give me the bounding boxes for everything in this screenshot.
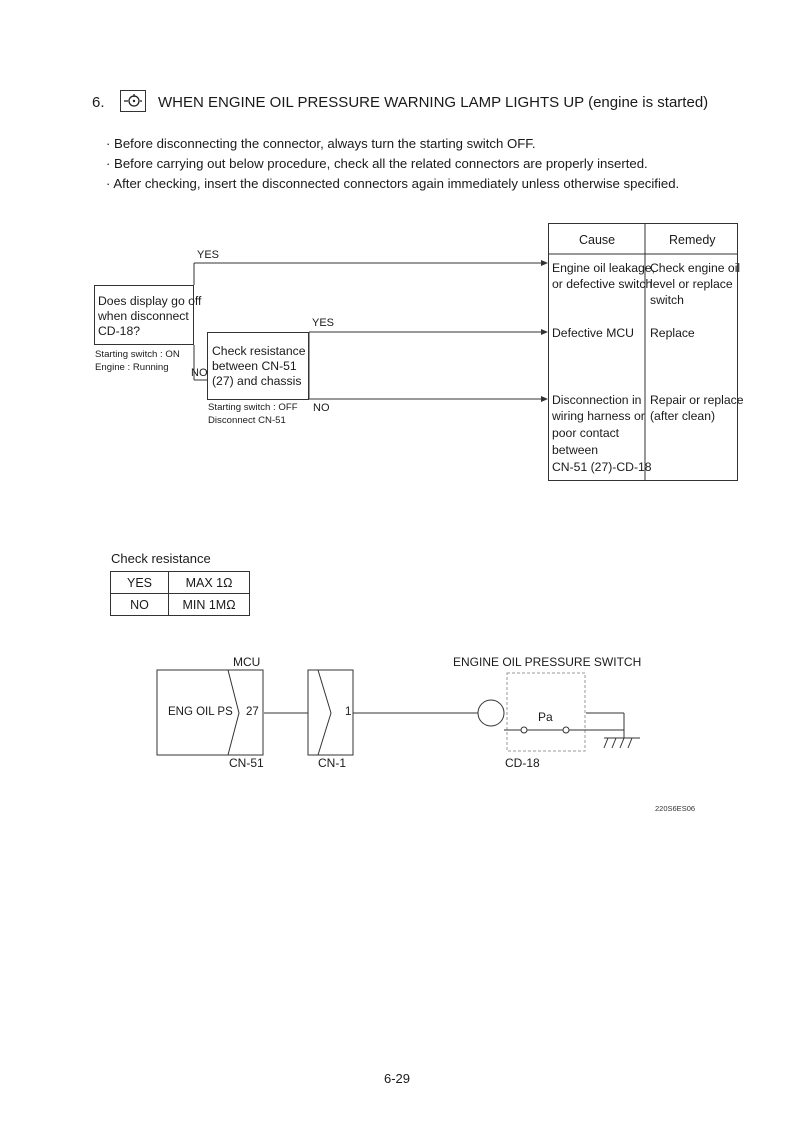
question-1-box (94, 285, 202, 345)
resistance-title: Check resistance (111, 551, 211, 566)
table-row (111, 594, 250, 616)
section-title (158, 94, 708, 111)
question-2-line: between CN-51 (212, 359, 297, 373)
no-label: NO (191, 367, 208, 379)
question-1-line: Does display go off (98, 294, 202, 308)
page-number: 6-29 (383, 1071, 411, 1086)
title-text: WHEN ENGINE OIL PRESSURE WARNING LAMP LIGHTS UP (158, 94, 584, 111)
table-row (111, 572, 250, 594)
remedy-header: Remedy (669, 233, 716, 247)
result-cell: YES (111, 572, 169, 594)
result-cell: NO (111, 594, 169, 616)
yes-label: YES (197, 249, 220, 261)
question-1-condition: Engine : Running (95, 362, 169, 373)
yes-label: YES (312, 317, 335, 329)
precaution-item: · Before carrying out below procedure, check all the related connectors are properly inserted. (106, 156, 648, 171)
cause-remedy-table (548, 223, 744, 481)
precaution-list (106, 134, 679, 194)
cause-cell: wiring harness or (552, 409, 645, 423)
remedy-cell: switch (650, 293, 684, 307)
precaution-item: · Before disconnecting the connector, always turn the starting switch OFF. (106, 136, 536, 151)
cause-cell: poor contact (552, 426, 620, 440)
cn1-label: CN-1 (318, 756, 347, 770)
eng-oil-ps-label: ENG OIL PS (168, 706, 233, 718)
cause-cell: between (552, 443, 599, 457)
question-2-line: (27) and chassis (212, 374, 302, 388)
section-number: 6. (92, 94, 105, 111)
cause-header: Cause (579, 233, 616, 247)
question-1-condition: Starting switch : ON (95, 349, 180, 360)
title-note: (engine is started) (588, 94, 709, 111)
cause-cell: Defective MCU (552, 326, 634, 340)
cause-cell: or defective switch (552, 277, 653, 291)
value-cell: MIN 1MΩ (169, 594, 250, 616)
cd18-label: CD-18 (505, 756, 540, 770)
pin-1-label: 1 (345, 706, 352, 718)
question-1-line: when disconnect (98, 309, 189, 323)
cause-cell: Engine oil leakage, (552, 261, 655, 275)
precaution-item: · After checking, insert the disconnected connectors again immediately unless otherwise specified. (106, 176, 680, 191)
oil-pressure-warning-icon (120, 90, 146, 112)
remedy-cell: level or replace (650, 277, 733, 291)
question-1-line: CD-18? (98, 324, 140, 338)
mcu-label: MCU (233, 655, 261, 669)
value-cell: MAX 1Ω (169, 572, 250, 594)
no-label: NO (313, 402, 330, 414)
figure-code: 220S6ES06 (655, 804, 696, 813)
pa-label: Pa (538, 710, 553, 724)
question-2-box (207, 332, 309, 400)
remedy-cell: Replace (650, 326, 695, 340)
pin-27-label: 27 (246, 706, 259, 718)
question-2-condition: Disconnect CN-51 (208, 415, 286, 426)
remedy-cell: (after clean) (650, 409, 716, 423)
cause-cell: Disconnection in (552, 393, 642, 407)
cause-cell: CN-51 (27)-CD-18 (552, 460, 652, 474)
switch-label: ENGINE OIL PRESSURE SWITCH (453, 655, 642, 669)
question-2-line: Check resistance (212, 344, 306, 358)
remedy-cell: Repair or replace (650, 393, 744, 407)
cn51-label: CN-51 (229, 756, 264, 770)
remedy-cell: Check engine oil (650, 261, 741, 275)
resistance-table (110, 571, 250, 616)
question-2-condition: Starting switch : OFF (208, 402, 298, 413)
